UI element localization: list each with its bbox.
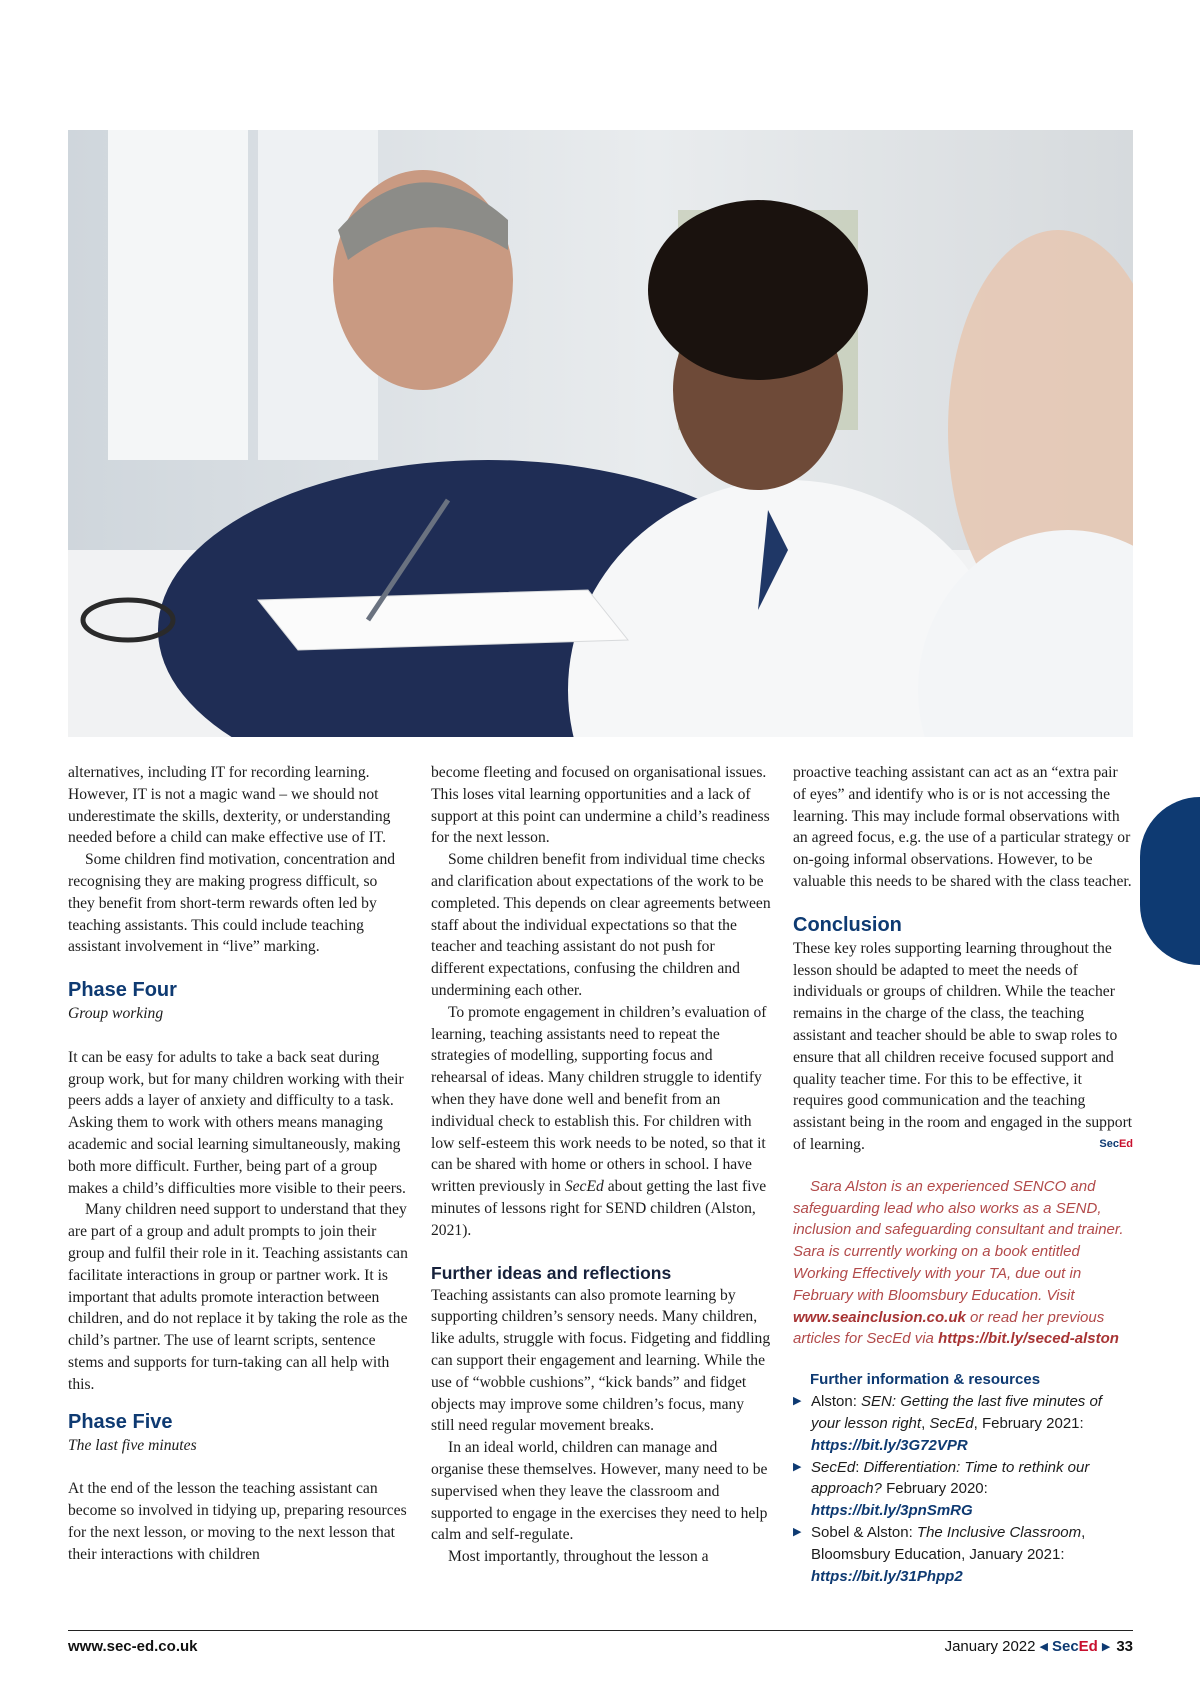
paragraph-text: To promote engagement in children’s evaluation of learning, teaching assistants need to repeat the strategies of modelling, supporting focus and rehearsal of ideas. Many children struggle to identify when they have done well and benefit from an individual check to establish this. For children with low self-esteem this work needs to be noted, so that it can be shared with home or others in school. I have written previously in <box>431 1003 767 1196</box>
resources-heading: Further information & resources <box>810 1371 1041 1389</box>
resources-list <box>793 1391 1133 1587</box>
section-heading-conclusion: Conclusion <box>793 913 902 936</box>
footer-divider <box>68 1630 1133 1631</box>
publication-name: SecEd <box>564 1178 604 1196</box>
resource-link[interactable]: https://bit.ly/3G72VPR <box>811 1436 968 1454</box>
section-heading-further-ideas: Further ideas and reflections <box>431 1262 672 1283</box>
page-number: 33 <box>1116 1638 1133 1655</box>
resource-item <box>793 1391 1133 1456</box>
brand-logo <box>1052 1638 1098 1655</box>
paragraph-text: These key roles supporting learning throughout the lesson should be adapted to meet the needs of individuals or groups of children. While the teacher remains in the charge of the class, the teaching assistant and teacher should be able to swap roles to ensure that all children receive focused support and quality teacher time. For this to be effective, it requires good communication and the teaching assistant being in the room and engaged in the support of learning. <box>793 939 1133 1153</box>
article-column-2 <box>431 762 771 1568</box>
brand-ed: Ed <box>1078 1638 1098 1655</box>
section-heading-phase-four: Phase Four <box>68 979 177 1002</box>
paragraph: In an ideal world, children can manage and organise these themselves. However, many need to be supervised when they leave the classroom and supported to engage in the exercises they need to help calm and self-regulate. <box>431 1439 768 1544</box>
resource-item <box>793 1457 1133 1522</box>
end-mark-logo <box>1099 1134 1133 1156</box>
issue-date: January 2022 <box>944 1638 1036 1655</box>
article-column-1 <box>68 762 408 1565</box>
resource-link[interactable]: https://bit.ly/31Phpp2 <box>811 1567 963 1585</box>
paragraph: Many children need support to understand that they are part of a group and adult prompts to join their group and fulfil their role in it. Teaching assistants can facilitate interactions in group or partner work. It is important that adults promote interaction between children, and do not replace it by taking the role as the child’s partner. The use of learnt scripts, sentence stems and supports for turn-taking can all help with this. <box>68 1201 408 1393</box>
resource-title: The Inclusive Classroom <box>916 1523 1082 1541</box>
resource-title: SecEd <box>929 1414 974 1432</box>
bio-link-articles[interactable]: https://bit.ly/seced-alston <box>938 1330 1119 1348</box>
endmark-sec: Sec <box>1099 1137 1119 1150</box>
paragraph: alternatives, including IT for recording learning. However, IT is not a magic wand – we should not underestimate the skills, dexterity, or understanding needed before a child can make effective use of IT. <box>68 764 391 847</box>
footer-website-link[interactable]: www.sec-ed.co.uk <box>68 1638 198 1655</box>
resource-title: Differentiation: Time to rethink our approach? <box>811 1458 1090 1498</box>
bio-link-website[interactable]: www.seainclusion.co.uk <box>793 1308 966 1326</box>
paragraph: proactive teaching assistant can act as an “extra pair of eyes” and identify who is or is not accessing the learning. This may include formal observations with an agreed focus, e.g. the use of a particular strategy or on-going informal observations. However, to be valuable this needs to be shared with the class teacher. <box>793 764 1132 890</box>
brand-sec: Sec <box>1051 1638 1079 1655</box>
paragraph: Teaching assistants can also promote learning by supporting children’s sensory needs. Many children, like adults, struggle with focus. Fidgeting and fiddling can support their engagement and learning. While the use of “wobble cushions”, “kick bands” and fidget objects may improve some children’s focus, many still need regular movement breaks. <box>431 1286 771 1435</box>
decorative-side-tab <box>1140 797 1200 965</box>
bio-text: or read her previous articles for SecEd via <box>793 1308 1105 1348</box>
paragraph-text: about getting the last five minutes of lessons right for SEND children (Alston, 2021). <box>431 1178 767 1239</box>
paragraph: Most importantly, throughout the lesson a <box>448 1548 709 1566</box>
resource-text: , <box>921 1414 930 1432</box>
paragraph: It can be easy for adults to take a back seat during group work, but for many children working with their peers adds a layer of anxiety and difficulty to a task. Asking them to work with others means managing academic and social learning simultaneously, making both more difficult. Further, being part of a group makes a child’s difficulties more visible to their peers. <box>68 1048 406 1197</box>
footer-page-info <box>945 1638 1133 1655</box>
resource-text: , February 2021: <box>973 1414 1084 1432</box>
section-subheading: The last five minutes <box>68 1436 197 1454</box>
article-column-3 <box>793 762 1133 1587</box>
paragraph: At the end of the lesson the teaching assistant can become so involved in tidying up, preparing resources for the next lesson, or moving to the next lesson that their interactions with children <box>68 1480 407 1563</box>
resource-title: SecEd <box>811 1458 856 1476</box>
section-heading-phase-five: Phase Five <box>68 1410 173 1433</box>
bio-text: Sara Alston is an experienced SENCO and safeguarding lead who also works as a SEND, inclusion and safeguarding consultant and trainer. Sara is currently working on a book entitled Working Effectively with your TA, due out in February with Bloomsbury Education. Visit <box>793 1177 1124 1304</box>
header-photo <box>68 130 1133 737</box>
classroom-photo-illustration <box>68 130 1133 737</box>
resource-text: : <box>855 1458 864 1476</box>
resource-text: Alston: <box>811 1393 862 1411</box>
author-bio <box>793 1176 1133 1350</box>
resource-item <box>793 1522 1133 1587</box>
paragraph: Some children find motivation, concentration and recognising they are making progress difficult, so they benefit from short-term rewards often led by teaching assistants. This could include teaching assistant involvement in “live” marking. <box>68 851 396 956</box>
paragraph <box>793 938 1133 1156</box>
endmark-ed: Ed <box>1118 1137 1133 1150</box>
paragraph <box>431 1002 771 1242</box>
right-triangle-icon: ▶ <box>1101 1641 1111 1653</box>
paragraph: become fleeting and focused on organisational issues. This loses vital learning opportunities and a lack of support at this point can undermine a child’s readiness for the next lesson. <box>431 764 770 847</box>
resource-text: Sobel & Alston: <box>811 1523 917 1541</box>
paragraph: Some children benefit from individual time checks and clarification about expectations of the work to be completed. This depends on clear agreements between staff about the individual expectations so that the teacher and teaching assistant do not push for different expectations, confusing the children and undermining each other. <box>431 851 771 999</box>
resource-title: SEN: Getting the last five minutes of your lesson right <box>811 1393 1102 1432</box>
resource-text: , Bloomsbury Education, January 2021: <box>811 1523 1086 1563</box>
left-triangle-icon: ◀ <box>1039 1641 1048 1653</box>
section-subheading: Group working <box>68 1005 164 1023</box>
resource-text: February 2020: <box>881 1480 988 1498</box>
resource-link[interactable]: https://bit.ly/3pnSmRG <box>811 1502 973 1520</box>
